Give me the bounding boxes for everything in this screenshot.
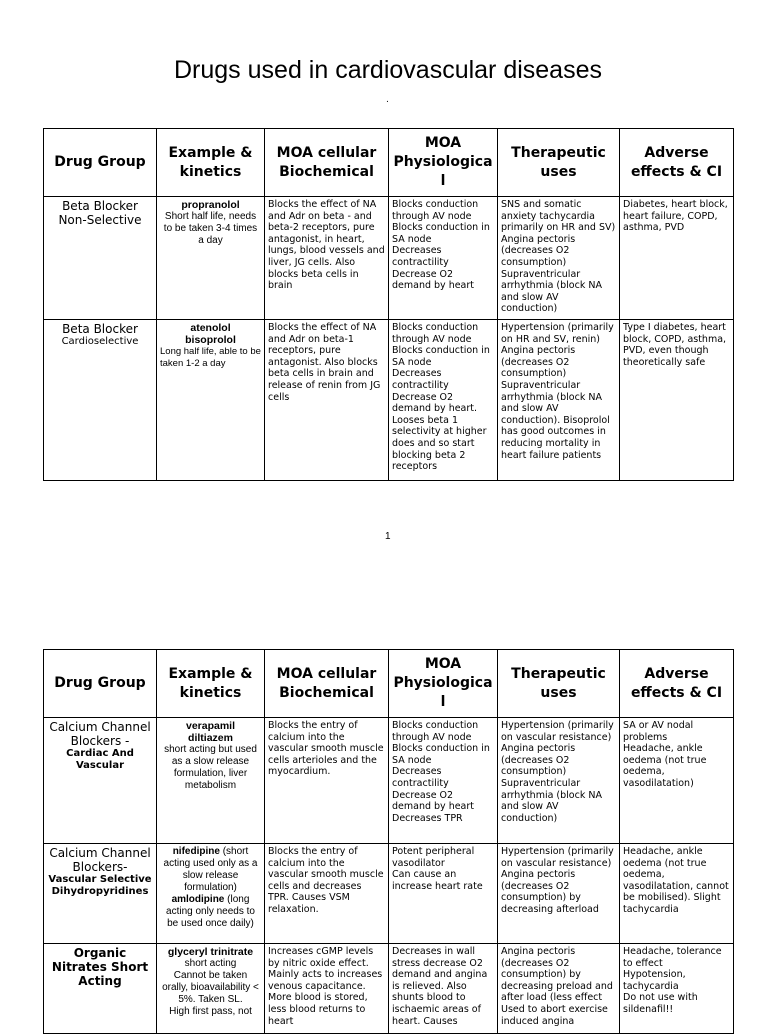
- therapeutic-cell: [498, 320, 620, 481]
- drug-group-subtype: Cardioselective: [61, 336, 139, 347]
- adverse-cell: [620, 320, 734, 481]
- drug-table-1: [43, 128, 734, 481]
- header-moa-cellular: MOA cellular Biochemical: [265, 650, 389, 718]
- drug-kinetics: Short half life, needs to be taken 3-4 times a day: [163, 211, 258, 246]
- drug-group-name: Calcium Channel Blockers-: [49, 846, 151, 874]
- adverse-cell: [620, 844, 734, 944]
- header-example: Example & kinetics: [157, 650, 265, 718]
- drug-name-2: amlodipine: [171, 894, 225, 905]
- drug-name: nifedipine: [172, 846, 220, 857]
- moa-physiological-text: Potent peripheral vasodilator Can cause an increase heart rate: [392, 846, 483, 892]
- drug-group-name: Calcium Channel Blockers -: [49, 720, 151, 748]
- drug-kinetics: short acting Cannot be taken orally, bioavailability < 5%. Taken SL. High first pass, not: [162, 958, 259, 1017]
- moa-cellular-text: Blocks the entry of calcium into the vascular smooth muscle cells and decreases TPR. Causes VSM relaxation.: [268, 846, 384, 915]
- therapeutic-cell: [498, 944, 620, 1034]
- adverse-cell: [620, 718, 734, 844]
- moa-physiological-cell: [389, 320, 498, 481]
- moa-physiological-cell: [389, 844, 498, 944]
- drug-name: atenolol: [190, 322, 231, 334]
- drug-group-cell: [44, 944, 157, 1034]
- moa-physiological-cell: [389, 718, 498, 844]
- drug-kinetics: short acting but used as a slow release formulation, liver metabolism: [164, 744, 257, 791]
- adverse-text: Type I diabetes, heart block, COPD, asthma, PVD, even though theoretically safe: [623, 322, 727, 368]
- therapeutic-text: Hypertension (primarily on vascular resistance) Angina pectoris (decreases O2 consumption) Supraventricular arrhythmia (block NA and slow AV conduction): [501, 720, 614, 824]
- drug-group-cell: [44, 197, 157, 320]
- drug-group-name: Organic Nitrates Short Acting: [51, 946, 149, 988]
- therapeutic-cell: [498, 197, 620, 320]
- moa-physiological-text: Blocks conduction through AV node Blocks conduction in SA node Decreases contractility Decrease O2 demand by heart. Looses beta 1 selectivity at higher does and so start blocking beta 2 receptors: [392, 322, 490, 473]
- drug-name-2: bisoprolol: [185, 334, 236, 346]
- drug-group-cell: [44, 718, 157, 844]
- header-adverse: Adverse effects & CI: [620, 129, 734, 197]
- drug-name-2: diltiazem: [188, 732, 233, 744]
- adverse-cell: [620, 944, 734, 1034]
- drug-group-subtype: Vascular Selective Dihydropyridines: [48, 874, 152, 897]
- header-therapeutic: Therapeutic uses: [498, 650, 620, 718]
- moa-physiological-cell: [389, 197, 498, 320]
- adverse-text: Diabetes, heart block, heart failure, COPD, asthma, PVD: [623, 199, 728, 234]
- moa-physiological-cell: [389, 944, 498, 1034]
- moa-physiological-text: Blocks conduction through AV node Blocks conduction in SA node Decreases contractility Decrease O2 demand by heart Decreases TPR: [392, 720, 490, 824]
- therapeutic-text: SNS and somatic anxiety tachycardia primarily on HR and SV) Angina pectoris (decreases O2 consumption) Supraventricular arrhythmia (block NA and slow AV conduction): [501, 199, 616, 315]
- header-moa-cellular: MOA cellular Biochemical: [265, 129, 389, 197]
- moa-cellular-cell: [265, 844, 389, 944]
- example-cell: [157, 944, 265, 1034]
- drug-group-cell: [44, 320, 157, 481]
- therapeutic-text: Hypertension (primarily on HR and SV, renin) Angina pectoris (decreases O2 consumption) Supraventricular arrhythmia (block NA and slow AV conduction). Bisoprolol has good outcomes in reducing mortality in heart failure patients: [501, 322, 614, 461]
- table-row: [44, 320, 734, 481]
- moa-physiological-text: Blocks conduction through AV node Blocks conduction in SA node Decreases contractility Decrease O2 demand by heart: [392, 199, 490, 292]
- moa-cellular-cell: [265, 718, 389, 844]
- drug-kinetics-2: (long acting only needs to be used once daily): [166, 894, 255, 929]
- example-cell: [157, 197, 265, 320]
- moa-cellular-text: Blocks the effect of NA and Adr on beta - and beta-2 receptors, pure antagonist, in heart, lungs, blood vessels and liver, JG cells. Also blocks beta cells in brain: [268, 199, 385, 292]
- therapeutic-cell: [498, 844, 620, 944]
- moa-cellular-text: Increases cGMP levels by nitric oxide effect. Mainly acts to increases venous capacitance. More blood is stored, less blood returns to heart: [268, 946, 383, 1027]
- moa-physiological-text: Decreases in wall stress decrease O2 demand and angina is relieved. Also shunts blood to ischaemic areas of heart. Causes: [392, 946, 488, 1027]
- adverse-text: SA or AV nodal problems Headache, ankle oedema (not true oedema, vasodilatation): [623, 720, 707, 789]
- drug-group-subtype: Cardiac And Vascular: [66, 748, 134, 771]
- therapeutic-text: Angina pectoris (decreases O2 consumption) by decreasing preload and after load (less effect Used to abort exercise induced angina: [501, 946, 613, 1027]
- example-cell: [157, 320, 265, 481]
- example-cell: [157, 844, 265, 944]
- drug-group-cell: [44, 844, 157, 944]
- drug-group-name: Beta Blocker: [62, 199, 138, 213]
- moa-cellular-cell: [265, 944, 389, 1034]
- drug-kinetics: (short acting used only as a slow release formulation): [163, 846, 258, 893]
- therapeutic-cell: [498, 718, 620, 844]
- document-title: Drugs used in cardiovascular diseases: [174, 56, 602, 84]
- moa-cellular-cell: [265, 320, 389, 481]
- therapeutic-text: Hypertension (primarily on vascular resistance) Angina pectoris (decreases O2 consumption) by decreasing afterload: [501, 846, 614, 915]
- header-drug-group: Drug Group: [44, 129, 157, 197]
- header-drug-group: Drug Group: [44, 650, 157, 718]
- drug-kinetics: Long half life, able to be taken 1-2 a day: [160, 346, 261, 369]
- adverse-text: Headache, tolerance to effect Hypotension, tachycardia Do not use with sildenafil!!: [623, 946, 722, 1015]
- example-cell: [157, 718, 265, 844]
- moa-cellular-text: Blocks the effect of NA and Adr on beta-1 receptors, pure antagonist. Also blocks beta cells in brain and release of renin from JG cells: [268, 322, 381, 403]
- adverse-cell: [620, 197, 734, 320]
- page-dot: .: [386, 95, 389, 105]
- adverse-text: Headache, ankle oedema (not true oedema, vasodilatation, cannot be mobilised). Slight tachycardia: [623, 846, 729, 915]
- header-example: Example & kinetics: [157, 129, 265, 197]
- table-row: [44, 718, 734, 844]
- header-therapeutic: Therapeutic uses: [498, 129, 620, 197]
- header-moa-physiological: MOA Physiologica l: [389, 129, 498, 197]
- drug-name: verapamil: [185, 720, 236, 732]
- drug-table-2: [43, 649, 734, 1034]
- moa-cellular-cell: [265, 197, 389, 320]
- moa-cellular-text: Blocks the entry of calcium into the vascular smooth muscle cells arterioles and the myocardium.: [268, 720, 384, 778]
- header-moa-physiological: MOA Physiologica l: [389, 650, 498, 718]
- table-row: [44, 844, 734, 944]
- header-adverse: Adverse effects & CI: [620, 650, 734, 718]
- drug-group-name: Beta Blocker: [62, 322, 138, 336]
- table-header-row: [44, 650, 734, 718]
- page-number: 1: [385, 531, 391, 542]
- table-header-row: [44, 129, 734, 197]
- table-row: [44, 197, 734, 320]
- drug-name: glyceryl trinitrate: [167, 946, 254, 958]
- drug-group-subtype: Non-Selective: [58, 213, 142, 227]
- drug-name: propranolol: [181, 199, 240, 211]
- table-row: [44, 944, 734, 1034]
